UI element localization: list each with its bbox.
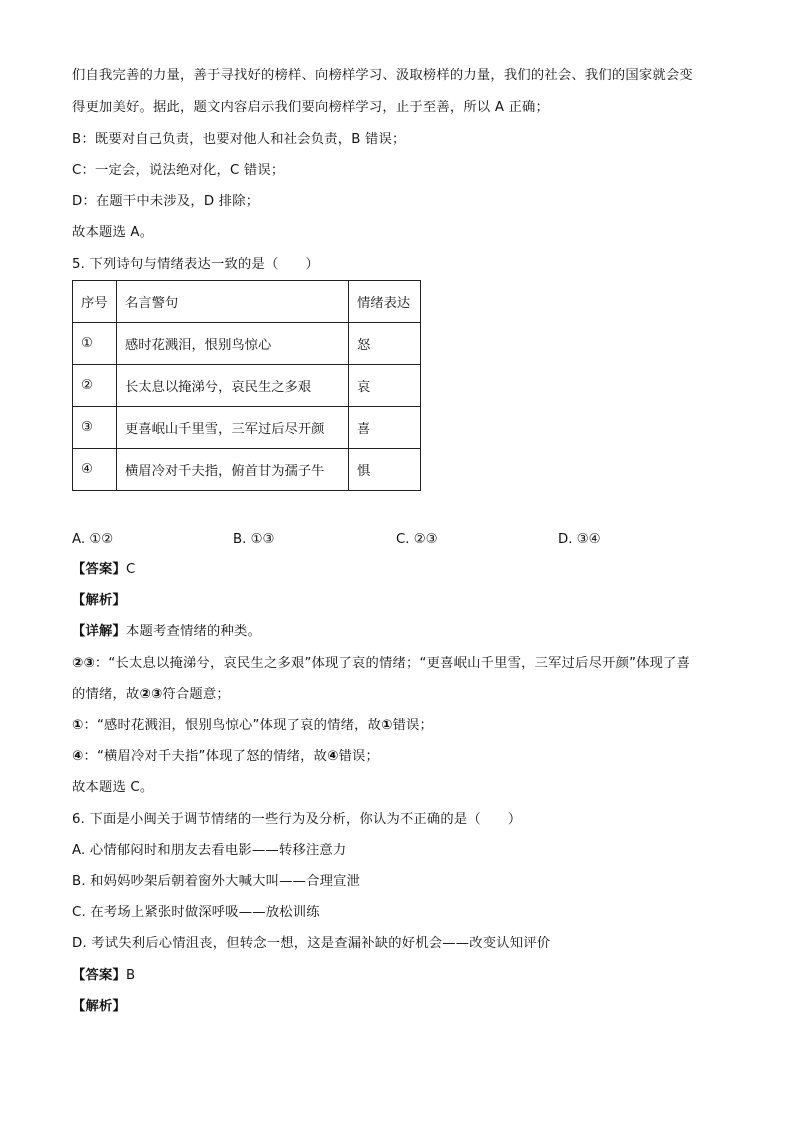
question-6-stem: 6. 下面是小闽关于调节情绪的一些行为及分析，你认为不正确的是（ ）	[72, 812, 522, 827]
prev-option-d-explanation: D：在题干中未涉及，D 排除；	[72, 194, 260, 209]
explanation-prefix: ②③	[72, 656, 95, 671]
question-5-option-b: B. ①③	[233, 532, 275, 547]
question-6-option-a: A. 心情郁闷时和朋友去看电影——转移注意力	[72, 843, 347, 858]
question-5-option-c: C. ②③	[396, 532, 438, 547]
question-5-conclusion: 故本题选 C。	[72, 780, 154, 795]
table-cell-quote: 长太息以掩涕兮，哀民生之多艰	[117, 365, 349, 407]
explanation-text: ：“横眉冷对千夫指”体现了怒的情绪，故	[83, 749, 328, 764]
table-cell-emotion: 哀	[349, 365, 421, 407]
question-5-stem: 5. 下列诗句与情绪表达一致的是（ ）	[72, 257, 319, 272]
table-cell-number: ③	[73, 407, 117, 449]
question-5-explanation-1-continued	[72, 685, 230, 705]
answer-value: C	[126, 562, 136, 577]
answer-label: 【答案】	[72, 968, 126, 983]
table-cell-quote: 更喜岷山千里雪，三军过后尽开颜	[117, 407, 349, 449]
table-header-cell: 序号	[73, 281, 117, 323]
table-row	[73, 449, 421, 491]
prev-option-b-explanation: B：既要对自己负责，也要对他人和社会负责，B 错误；	[72, 132, 406, 147]
answer-value: B	[126, 968, 136, 983]
table-row	[73, 407, 421, 449]
table-row	[73, 323, 421, 365]
detail-text: 本题考查情绪的种类。	[126, 624, 261, 639]
explanation-prefix: ①	[72, 718, 84, 733]
question-6-option-b: B. 和妈妈吵架后朝着窗外大喊大叫——合理宣泄	[72, 874, 361, 889]
explanation-prefix: ④	[72, 749, 84, 764]
question-6-answer	[72, 966, 135, 986]
table-cell-emotion: 喜	[349, 407, 421, 449]
table-cell-quote: 横眉冷对千夫指，俯首甘为孺子牛	[117, 449, 349, 491]
question-5-explanation-2	[72, 716, 433, 736]
table-cell-number: ④	[73, 449, 117, 491]
explanation-bold: ②③	[139, 687, 163, 702]
table-cell-quote: 感时花溅泪，恨别鸟惊心	[117, 323, 349, 365]
explanation-bold: ④	[327, 749, 339, 764]
detail-label: 【详解】	[72, 624, 126, 639]
explanation-text: ：“长太息以掩涕兮，哀民生之多艰”体现了哀的情绪；“更喜岷山千里雪，三军过后尽开颜”体现了喜	[94, 656, 691, 671]
question-5-answer	[72, 560, 136, 580]
table-header-cell: 情绪表达	[349, 281, 421, 323]
table-row	[73, 365, 421, 407]
question-6-option-c: C. 在考场上紧张时做深呼吸——放松训练	[72, 905, 320, 920]
question-5-table	[72, 280, 421, 491]
table-cell-number: ①	[73, 323, 117, 365]
question-6-analysis-label: 【解析】	[72, 999, 126, 1014]
explanation-bold: ①	[381, 718, 393, 733]
question-5-detail	[72, 622, 261, 642]
table-cell-emotion: 怒	[349, 323, 421, 365]
explanation-text: 错误；	[392, 718, 434, 733]
question-5-explanation-3	[72, 747, 379, 767]
question-5-analysis-label: 【解析】	[72, 593, 126, 608]
question-5-option-a: A. ①②	[72, 532, 114, 547]
question-5-option-d: D. ③④	[558, 532, 601, 547]
prev-conclusion: 故本题选 A。	[72, 225, 154, 240]
question-5-explanation-1	[72, 654, 690, 674]
table-header-row	[73, 281, 421, 323]
answer-label: 【答案】	[72, 562, 126, 577]
table-cell-emotion: 惧	[349, 449, 421, 491]
table-header-cell: 名言警句	[117, 281, 349, 323]
prev-explanation-line-2: 得更加美好。据此，题文内容启示我们要向榜样学习，止于至善，所以 A 正确；	[72, 100, 550, 115]
prev-explanation-line-1: 们自我完善的力量，善于寻找好的榜样、向榜样学习、汲取榜样的力量，我们的社会、我们的国家就会变	[72, 68, 693, 83]
explanation-text: 符合题意；	[162, 687, 230, 702]
explanation-text: 的情绪，故	[72, 687, 140, 702]
question-6-option-d: D. 考试失利后心情沮丧，但转念一想，这是查漏补缺的好机会——改变认知评价	[72, 936, 551, 951]
explanation-text: 错误；	[338, 749, 380, 764]
table-cell-number: ②	[73, 365, 117, 407]
prev-option-c-explanation: C：一定会，说法绝对化，C 错误；	[72, 163, 285, 178]
explanation-text: ：“感时花溅泪，恨别鸟惊心”体现了哀的情绪，故	[83, 718, 382, 733]
